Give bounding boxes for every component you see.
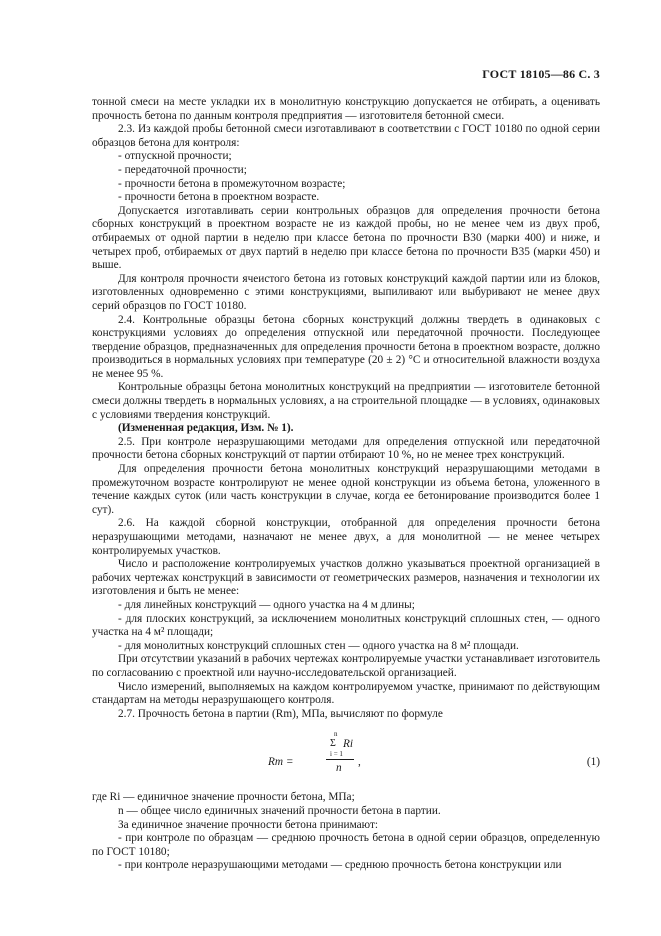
paragraph: Для контроля прочности ячеистого бетона из готовых конструкций каждой партии или из блоков, изготовленных одновременно с этими конструкциями, выпиливают или выбуривают не менее двух серий образцов по ГОСТ 10180.	[92, 272, 600, 312]
list-item: - для плоских конструкций, за исключением монолитных конструкций сплошных стен, — одного участка на 4 м² площади;	[92, 612, 600, 639]
clause-2-7: 2.7. Прочность бетона в партии (Rm), МПа, вычисляют по формуле	[118, 707, 443, 720]
formula-comma: ,	[358, 756, 361, 769]
clause-2-3: 2.3. Из каждой пробы бетонной смеси изготавливают в соответствии с ГОСТ 10180 по одной серии образцов бетона для контроля:	[92, 123, 600, 149]
list-item: - прочности бетона в проектном возрасте.	[118, 191, 320, 204]
paragraph: При отсутствии указаний в рабочих чертежах контролируемые участки устанавливает изготовитель по согласованию с проектной или научно-исследовательской организацией.	[92, 653, 600, 679]
page-header: ГОСТ 18105—86 С. 3	[482, 67, 600, 81]
clause-2-4: 2.4. Контрольные образцы бетона сборных конструкций должны твердеть в одинаковых с конструкциями условиях до определения отпускной или передаточной прочности. Последующее твердение образцов, предназначенных для определения прочности бетона в проектном возрасте, должно производиться в нормальных условиях при температуре (20 ± 2) °С и относительной влажности воздуха не менее 95 %.	[92, 313, 600, 380]
definition: n — общее число единичных значений прочности бетона в партии.	[118, 804, 441, 817]
formula-fraction-line	[326, 759, 354, 760]
paragraph: Допускается изготавливать серии контрольных образцов для определения прочности бетона сборных конструкций в проектном возрасте не из каждой пробы, но не менее чем из двух проб, отбираемых от одной партии в неделю при классе бетона по прочности В30 (марки 400) и ниже, и четырех проб, отбираемых от двух партий в неделю при классе бетона по прочности В35 (марки 450) и выше.	[92, 204, 600, 272]
list-item: - для монолитных конструкций сплошных стен — одного участка на 8 м² площади.	[118, 639, 519, 652]
formula-sigma: Σ	[330, 738, 336, 750]
list-item: - прочности бетона в промежуточном возрасте;	[118, 177, 346, 190]
paragraph: Число и расположение контролируемых участков должно указываться проектной организацией в рабочих чертежах конструкций в зависимости от геометрических размеров, назначения и технологии их изготовления и быть не менее:	[92, 558, 600, 598]
formula-1	[92, 729, 600, 783]
amendment-note: (Измененная редакция, Изм. № 1).	[118, 422, 294, 435]
formula-lhs: Rm =	[268, 756, 294, 769]
list-item: - для линейных конструкций — одного участка на 4 м длины;	[118, 598, 415, 611]
paragraph: Контрольные образцы бетона монолитных конструкций на предприятии — изготовителе бетонной смеси должны твердеть в нормальных условиях, а на строительной площадке — в условиях, одинаковых с условиями твердения конструкций.	[92, 381, 600, 421]
list-item: - при контроле по образцам — среднюю прочность бетона в одной серии образцов, определенную по ГОСТ 10180;	[92, 832, 600, 858]
formula-sum-lower: i = 1	[330, 750, 343, 759]
paragraph: Для определения прочности бетона монолитных конструкций неразрушающими методами в промежуточном возрасте контролируют не менее одной конструкции из объема бетона, уложенного в течение каждых суток (или часть конструкции в случае, когда ее бетонирование производится более 1 сут).	[92, 463, 600, 516]
paragraph: тонной смеси на месте укладки их в монолитную конструкцию допускается не отбирать, а оценивать прочность бетона по данным контроля предприятия — изготовителя бетонной смеси.	[92, 96, 600, 122]
formula-sum-upper: n	[334, 730, 338, 739]
list-item: - при контроле неразрушающими методами — среднюю прочность бетона конструкции или	[118, 859, 562, 872]
definition: где Ri — единичное значение прочности бетона, МПа;	[92, 791, 355, 804]
formula-number: (1)	[586, 756, 600, 769]
document-body	[92, 96, 600, 873]
formula-term: Ri	[343, 738, 354, 751]
list-item: - отпускной прочности;	[118, 150, 232, 163]
paragraph: Число измерений, выполняемых на каждом контролируемом участке, принимают по действующим стандартам на методы неразрушающего контроля.	[92, 680, 600, 707]
paragraph: За единичное значение прочности бетона принимают:	[118, 818, 379, 831]
clause-2-6: 2.6. На каждой сборной конструкции, отобранной для определения прочности бетона неразрушающими методами, назначают не менее двух, а для монолитной — не менее четырех контролируемых участков.	[92, 517, 600, 557]
list-item: - передаточной прочности;	[118, 163, 247, 176]
clause-2-5: 2.5. При контроле неразрушающими методами для определения отпускной или передаточной прочности бетона сборных конструкций от партии отбирают 10 %, но не менее трех конструкций.	[92, 435, 600, 462]
formula-denominator: n	[336, 762, 342, 775]
